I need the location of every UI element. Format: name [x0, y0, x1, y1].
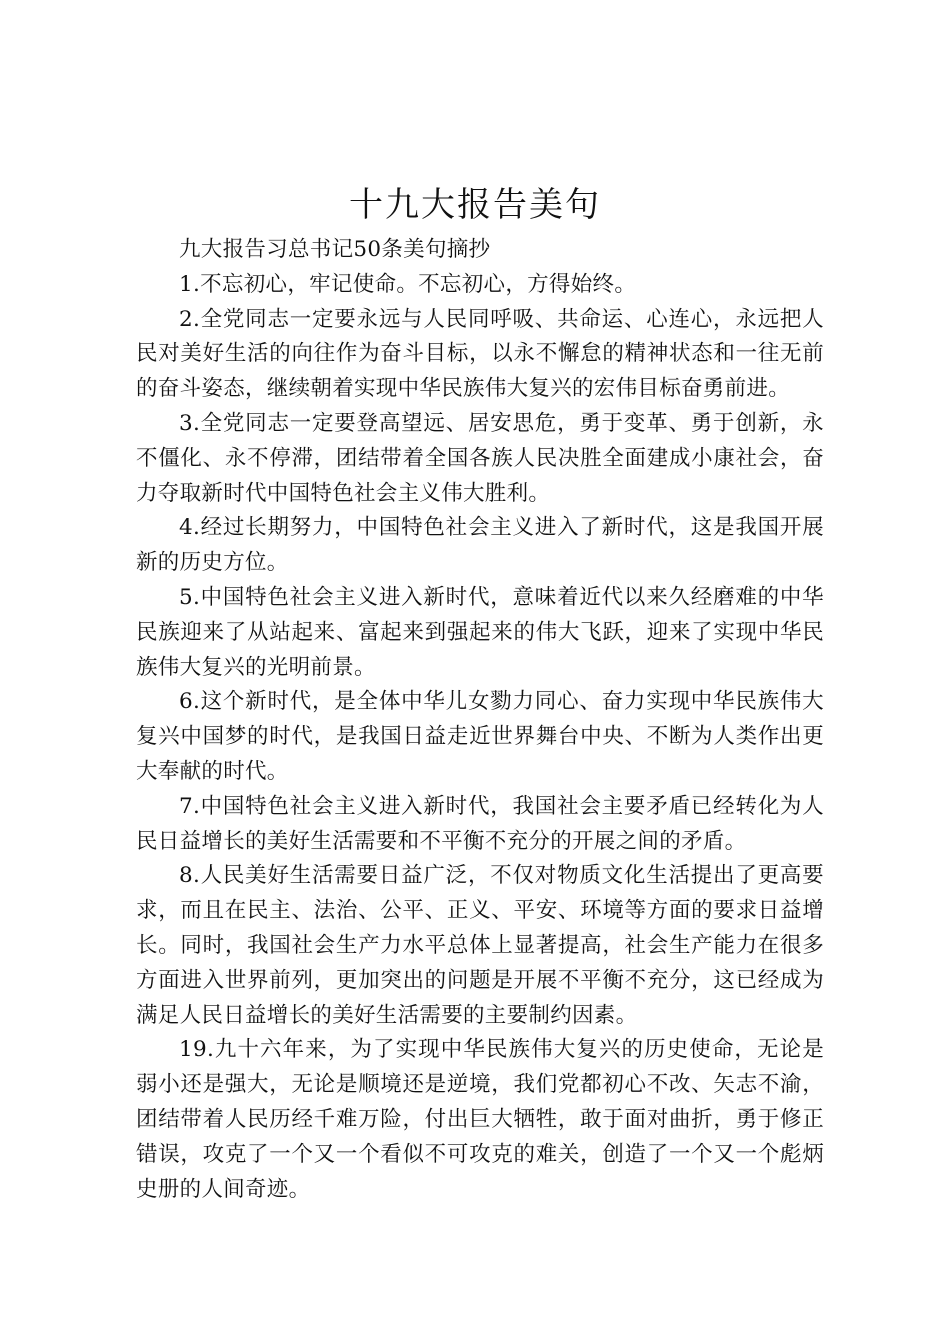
- paragraph-subtitle: 九大报告习总书记50条美句摘抄: [179, 237, 491, 262]
- paragraph-item-5: 5.中国特色社会主义进入新时代，意味着近代以来久经磨难的中华民族迎来了从站起来、富起来到强起来的伟大飞跃，迎来了实现中华民族伟大复兴的光明前景。: [136, 584, 824, 680]
- paragraph-item-8: 8.人民美好生活需要日益广泛，不仅对物质文化生活提出了更高要求，而且在民主、法治、公平、正义、平安、环境等方面的要求日益增长。同时，我国社会生产力水平总体上显著提高，社会生产能力在很多方面进入世界前列，更加突出的问题是开展不平衡不充分，这已经成为满足人民日益增长的美好生活需要的主要制约因素。: [136, 863, 824, 1028]
- paragraph-item-6: 6.这个新时代，是全体中华儿女勠力同心、奋力实现中华民族伟大复兴中国梦的时代，是我国日益走近世界舞台中央、不断为人类作出更大奉献的时代。: [136, 689, 824, 784]
- paragraph-item-4: 4.经过长期努力，中国特色社会主义进入了新时代，这是我国开展新的历史方位。: [136, 515, 824, 576]
- document-body: [136, 233, 824, 1207]
- paragraph-item-3: 3.全党同志一定要登高望远、居安思危，勇于变革、勇于创新，永不僵化、永不停滞，团结带着全国各族人民决胜全面建成小康社会，奋力夺取新时代中国特色社会主义伟大胜利。: [136, 410, 824, 506]
- paragraph-item-1: 1.不忘初心，牢记使命。不忘初心，方得始终。: [179, 271, 637, 297]
- paragraph-item-2: 2.全党同志一定要永远与人民同呼吸、共命运、心连心，永远把人民对美好生活的向往作为奋斗目标，以永不懈怠的精神状态和一往无前的奋斗姿态，继续朝着实现中华民族伟大复兴的宏伟目标奋勇前进。: [136, 306, 824, 402]
- paragraph-item-7: 7.中国特色社会主义进入新时代，我国社会主要矛盾已经转化为人民日益增长的美好生活需要和不平衡不充分的开展之间的矛盾。: [136, 793, 824, 854]
- paragraph-item-19: 19.九十六年来，为了实现中华民族伟大复兴的历史使命，无论是弱小还是强大，无论是顺境还是逆境，我们党都初心不改、矢志不渝，团结带着人民历经千难万险，付出巨大牺牲，敢于面对曲折，勇于修正错误，攻克了一个又一个看似不可攻克的难关，创造了一个又一个彪炳史册的人间奇迹。: [136, 1037, 824, 1202]
- document-title: 十九大报告美句: [349, 185, 601, 225]
